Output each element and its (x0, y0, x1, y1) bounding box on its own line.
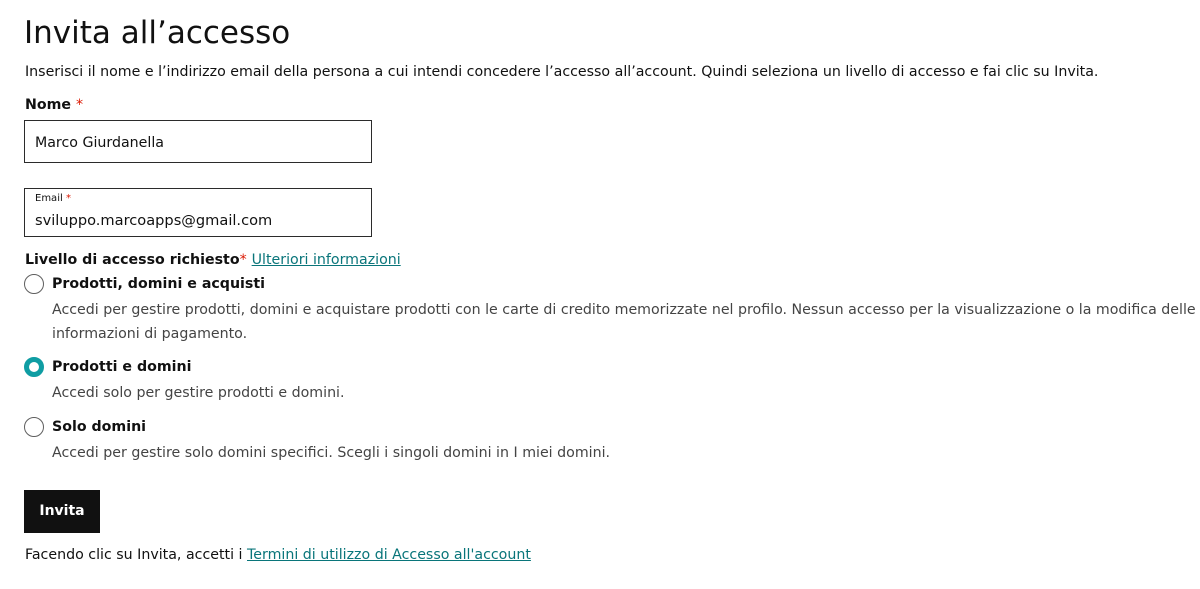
option-description: Accedi solo per gestire prodotti e domini. (52, 385, 345, 401)
access-level-label-text: Livello di accesso richiesto (25, 252, 240, 268)
email-label-text: Email (35, 193, 63, 204)
option-description: Accedi per gestire prodotti, domini e acquistare prodotti con le carte di credito memorizzate nel profilo. Nessun accesso per la visualizzazione o la modifica delle informazioni di pagamento. (52, 302, 1196, 342)
radio-products-domains[interactable] (24, 357, 44, 377)
terms-footer-text: Facendo clic su Invita, accetti i (25, 547, 247, 563)
intro-text: Inserisci il nome e l’indirizzo email della persona a cui intendi concedere l’accesso all’account. Quindi seleziona un livello di accesso e fai clic su Invita. (25, 64, 1099, 80)
email-field-value[interactable]: sviluppo.marcoapps@gmail.com (35, 212, 273, 229)
radio-products-domains-purchases[interactable] (24, 274, 44, 294)
option-title[interactable]: Prodotti, domini e acquisti (52, 276, 266, 292)
email-required-mark: * (65, 193, 71, 204)
terms-link[interactable]: Termini di utilizzo di Accesso all'account (247, 547, 531, 563)
name-label-text: Nome (25, 97, 72, 113)
email-field[interactable] (24, 188, 372, 237)
option-title[interactable]: Prodotti e domini (52, 359, 192, 375)
name-required-mark: * (75, 97, 84, 113)
radio-domains-only[interactable] (24, 417, 44, 437)
access-required-mark: * (239, 252, 247, 268)
option-title[interactable]: Solo domini (52, 419, 147, 435)
access-level-label (25, 250, 401, 270)
invite-button[interactable]: Invita (24, 490, 100, 533)
email-floating-label (35, 193, 71, 205)
name-field-value[interactable]: Marco Giurdanella (35, 135, 164, 151)
page-title: Invita all’accesso (24, 15, 291, 51)
option-description: Accedi per gestire solo domini specifici. Scegli i singoli domini in I miei domini. (52, 445, 611, 461)
more-info-link[interactable]: Ulteriori informazioni (251, 252, 401, 268)
name-field[interactable] (24, 120, 372, 163)
name-label (25, 95, 83, 115)
terms-footer (25, 545, 531, 565)
